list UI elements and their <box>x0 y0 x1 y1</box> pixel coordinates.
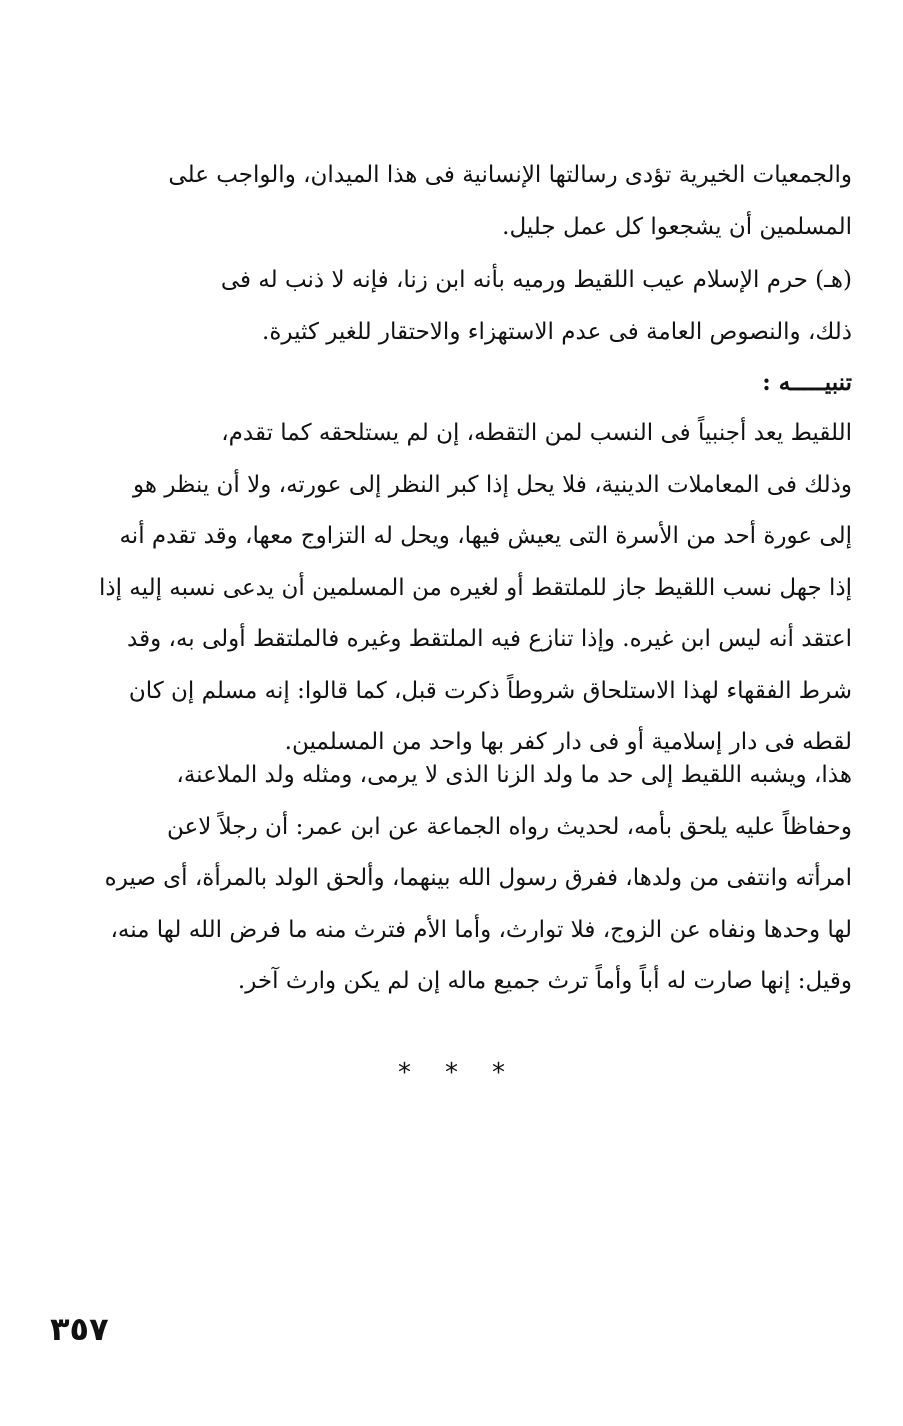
text-line: والجمعيات الخيرية تؤدى رسالتها الإنسانية فى هذا الميدان، والواجب على <box>168 162 852 188</box>
section-separator: *** <box>398 1058 539 1088</box>
text-line: هذا، ويشبه اللقيط إلى حد ما ولد الزنا الذى لا يرمى، ومثله ولد الملاعنة، <box>176 762 852 788</box>
text-line: إلى عورة أحد من الأسرة التى يعيش فيها، ويحل له التزاوج معها، وقد تقدم أنه <box>119 523 852 549</box>
page-number: ٣٥٧ <box>50 1310 109 1348</box>
paragraph-prohibition <box>50 255 852 358</box>
text-line: ذلك، والنصوص العامة فى عدم الاستهزاء والاحتقار للغير كثيرة. <box>262 318 852 345</box>
text-line: لقطه فى دار إسلامية أو فى دار كفر بها واحد من المسلمين. <box>284 729 852 755</box>
paragraph-note <box>50 408 852 769</box>
section-heading: تنبيـــــه : <box>762 369 852 396</box>
text-line: (هـ) حرم الإسلام عيب اللقيط ورميه بأنه ابن زنا، فإنه لا ذنب له فى <box>220 267 852 293</box>
text-line: المسلمين أن يشجعوا كل عمل جليل. <box>502 213 852 240</box>
text-line: شرط الفقهاء لهذا الاستلحاق شروطاً ذكرت قبل، كما قالوا: إنه مسلم إن كان <box>128 677 852 704</box>
text-line: لها وحدها ونفاه عن الزوج، فلا توارث، وأما الأم فترث منه ما فرض الله لها منه، <box>110 916 852 943</box>
text-line: امرأته وانتفى من ولدها، ففرق رسول الله بينهما، وألحق الولد بالمرأة، أى صيره <box>104 865 852 891</box>
text-line: وذلك فى المعاملات الدينية، فلا يحل إذا كبر النظر إلى عورته، ولا أن ينظر هو <box>133 471 852 498</box>
text-line: اعتقد أنه ليس ابن غيره. وإذا تنازع فيه الملتقط وغيره فالملتقط أولى به، وقد <box>127 626 852 652</box>
text-line: اللقيط يعد أجنبياً فى النسب لمن التقطه، إن لم يستلحقه كما تقدم، <box>221 420 852 446</box>
text-line: إذا جهل نسب اللقيط جاز للملتقط أو لغيره من المسلمين أن يدعى نسبه إليه إذا <box>98 574 852 601</box>
text-line: وحفاظاً عليه يلحق بأمه، لحديث رواه الجماعة عن ابن عمر: أن رجلاً لاعن <box>167 813 852 840</box>
paragraph-similar-cases <box>50 750 852 1008</box>
text-line: وقيل: إنها صارت له أباً وأماً ترث جميع ماله إن لم يكن وارث آخر. <box>237 968 852 994</box>
paragraph-charities <box>50 150 852 253</box>
